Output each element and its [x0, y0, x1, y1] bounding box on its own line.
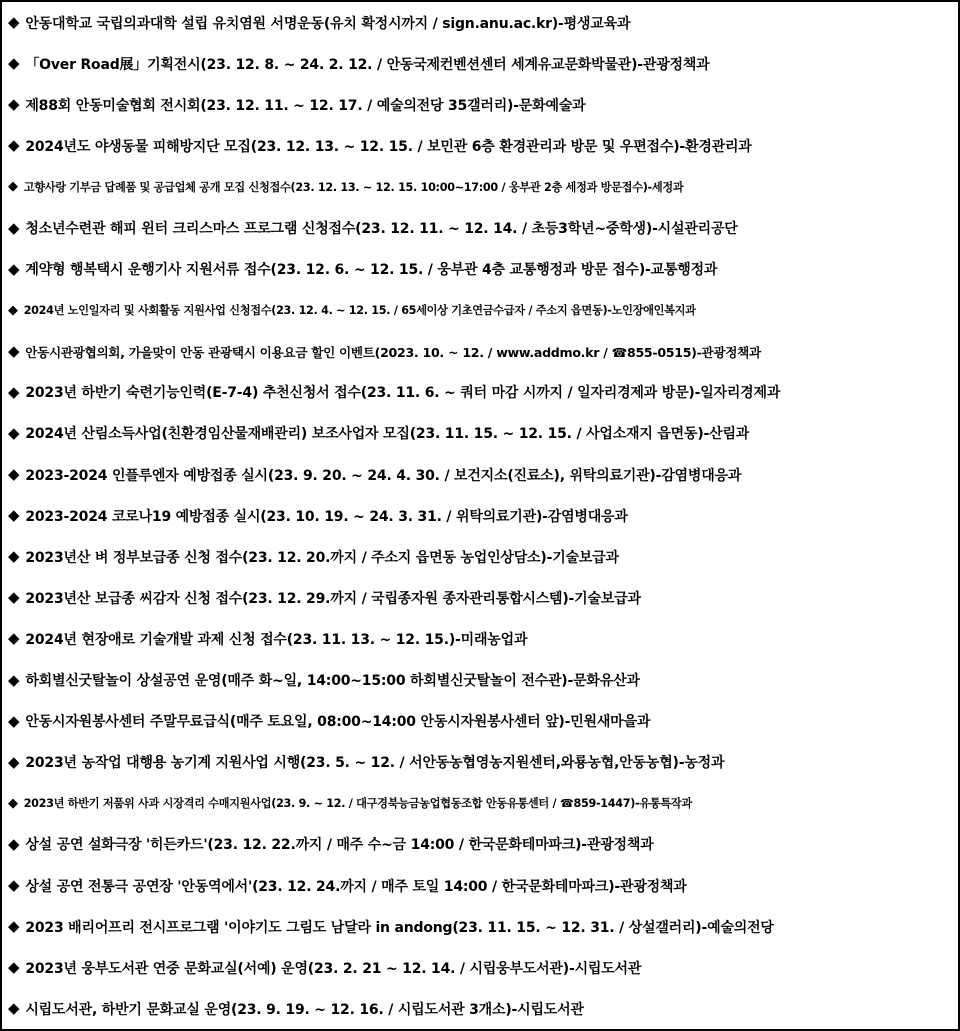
notice-text: 2023년 하반기 저품위 사과 시장격리 수매지원사업(23. 9. ~ 12. / 대구경북능금농업협동조합 안동유통센터 / ☎859-1447)-유통특작과	[23, 797, 692, 811]
notice-item	[2, 495, 958, 536]
black-diamond-icon: ◆	[8, 179, 18, 195]
notice-item	[2, 947, 958, 988]
notice-text: 2023 배리어프리 전시프로그램 '이야기도 그림도 남달라 in andong(23. 11. 15. ~ 12. 31. / 상설갤러리)-예술의전당	[25, 919, 774, 936]
notice-text: 2023년 농작업 대행용 농기계 지원사업 시행(23. 5. ~ 12. / 서안동농협영농지원센터,와룡농협,안동농협)-농정과	[25, 755, 725, 772]
notice-item	[2, 43, 958, 84]
notice-item	[2, 536, 958, 577]
notice-text: 2024년 산림소득사업(친환경임산물재배관리) 보조사업자 모집(23. 11. 15. ~ 12. 15. / 사업소재지 읍면동)-산림과	[25, 426, 750, 443]
notice-text: 2024년 현장애로 기술개발 과제 신청 접수(23. 11. 13. ~ 12. 15.)-미래농업과	[25, 631, 528, 648]
notice-text: 2023년 웅부도서관 연중 문화교실(서예) 운영(23. 2. 21 ~ 12. 14. / 시립웅부도서관)-시립도서관	[25, 960, 642, 977]
black-diamond-icon: ◆	[8, 465, 20, 484]
black-diamond-icon: ◆	[8, 958, 20, 977]
notice-item	[2, 84, 958, 125]
black-diamond-icon: ◆	[8, 13, 20, 32]
notice-text: 제88회 안동미술협회 전시회(23. 12. 11. ~ 12. 17. / 예술의전당 35갤러리)-문화예술과	[25, 97, 586, 114]
notice-item	[2, 2, 958, 43]
notice-text: 상설 공연 설화극장 '히든카드'(23. 12. 22.까지 / 매주 수~금 14:00 / 한국문화테마파크)-관광정책과	[25, 837, 654, 854]
notice-text: 2024년 노인일자리 및 사회활동 지원사업 신청접수(23. 12. 4. ~ 12. 15. / 65세이상 기초연금수급자 / 주소지 읍면동)-노인장애인복지과	[23, 304, 696, 318]
notice-item	[2, 660, 958, 701]
notice-text: 안동시관광협의회, 가을맞이 안동 관광택시 이용요금 할인 이벤트(2023. 10. ~ 12. / www.addmo.kr / ☎855-0515)-관광정책과	[25, 344, 761, 360]
notice-item	[2, 577, 958, 618]
notice-item	[2, 125, 958, 166]
black-diamond-icon: ◆	[8, 670, 20, 689]
black-diamond-icon: ◆	[8, 917, 20, 936]
notice-item	[2, 742, 958, 783]
black-diamond-icon: ◆	[8, 54, 20, 73]
notice-item	[2, 372, 958, 413]
black-diamond-icon: ◆	[8, 629, 20, 648]
black-diamond-icon: ◆	[8, 547, 20, 566]
black-diamond-icon: ◆	[8, 382, 20, 401]
black-diamond-icon: ◆	[8, 876, 20, 895]
notice-text: 고향사랑 기부금 답례품 및 공급업체 공개 모집 신청접수(23. 12. 13. ~ 12. 15. 10:00~17:00 / 웅부관 2층 세정과 방문접수)-세정과	[23, 180, 684, 194]
notice-text: 2023년산 벼 정부보급종 신청 접수(23. 12. 20.까지 / 주소지 읍면동 농업인상담소)-기술보급과	[25, 549, 619, 566]
notice-item	[2, 824, 958, 865]
notice-item	[2, 988, 958, 1029]
black-diamond-icon: ◆	[8, 341, 20, 360]
black-diamond-icon: ◆	[8, 423, 20, 442]
notice-item	[2, 618, 958, 659]
notice-text: 「Over Road展」기획전시(23. 12. 8. ~ 24. 2. 12. / 안동국제컨벤션센터 세계유교문화박물관)-관광정책과	[25, 56, 710, 73]
notice-text: 계약형 행복택시 운행기사 지원서류 접수(23. 12. 6. ~ 12. 15. / 웅부관 4층 교통행정과 방문 접수)-교통행정과	[25, 262, 718, 279]
notice-item	[2, 331, 958, 372]
notice-text: 2023-2024 코로나19 예방접종 실시(23. 10. 19. ~ 24. 3. 31. / 위탁의료기관)-감염병대응과	[25, 508, 628, 525]
black-diamond-icon: ◆	[8, 136, 20, 155]
notice-item	[2, 166, 958, 207]
notice-item	[2, 454, 958, 495]
notice-item	[2, 207, 958, 248]
black-diamond-icon: ◆	[8, 302, 18, 318]
notice-item	[2, 290, 958, 331]
notice-text: 안동대학교 국립의과대학 설립 유치염원 서명운동(유치 확정시까지 / sign.anu.ac.kr)-평생교육과	[25, 15, 631, 32]
black-diamond-icon: ◆	[8, 95, 20, 114]
notice-text: 안동시자원봉사센터 주말무료급식(매주 토요일, 08:00~14:00 안동시자원봉사센터 앞)-민원새마을과	[25, 714, 651, 731]
black-diamond-icon: ◆	[8, 506, 20, 525]
black-diamond-icon: ◆	[8, 795, 18, 811]
notice-text: 하회별신굿탈놀이 상설공연 운영(매주 화~일, 14:00~15:00 하회별신굿탈놀이 전수관)-문화유산과	[25, 673, 640, 690]
black-diamond-icon: ◆	[8, 711, 20, 730]
black-diamond-icon: ◆	[8, 218, 20, 237]
notice-text: 2023년 하반기 숙련기능인력(E-7-4) 추천신청서 접수(23. 11. 6. ~ 쿼터 마감 시까지 / 일자리경제과 방문)-일자리경제과	[25, 385, 781, 402]
notice-item	[2, 701, 958, 742]
black-diamond-icon: ◆	[8, 259, 20, 278]
black-diamond-icon: ◆	[8, 999, 20, 1018]
notice-text: 시립도서관, 하반기 문화교실 운영(23. 9. 19. ~ 12. 16. / 시립도서관 3개소)-시립도서관	[25, 1001, 584, 1018]
black-diamond-icon: ◆	[8, 588, 20, 607]
notice-text: 2023년산 보급종 씨감자 신청 접수(23. 12. 29.까지 / 국립종자원 종자관리통합시스템)-기술보급과	[25, 590, 641, 607]
notice-text: 상설 공연 전통극 공연장 '안동역에서'(23. 12. 24.까지 / 매주 토일 14:00 / 한국문화테마파크)-관광정책과	[25, 878, 687, 895]
notice-item	[2, 783, 958, 824]
notice-item	[2, 865, 958, 906]
notice-text: 청소년수련관 해피 윈터 크리스마스 프로그램 신청접수(23. 12. 11. ~ 12. 14. / 초등3학년~중학생)-시설관리공단	[25, 221, 738, 238]
notice-item	[2, 413, 958, 454]
notice-item	[2, 249, 958, 290]
black-diamond-icon: ◆	[8, 834, 20, 853]
notice-item	[2, 906, 958, 947]
notice-text: 2024년도 야생동물 피해방지단 모집(23. 12. 13. ~ 12. 15. / 보민관 6층 환경관리과 방문 및 우편접수)-환경관리과	[25, 138, 752, 155]
black-diamond-icon: ◆	[8, 752, 20, 771]
notice-text: 2023-2024 인플루엔자 예방접종 실시(23. 9. 20. ~ 24. 4. 30. / 보건지소(진료소), 위탁의료기관)-감염병대응과	[25, 467, 742, 484]
